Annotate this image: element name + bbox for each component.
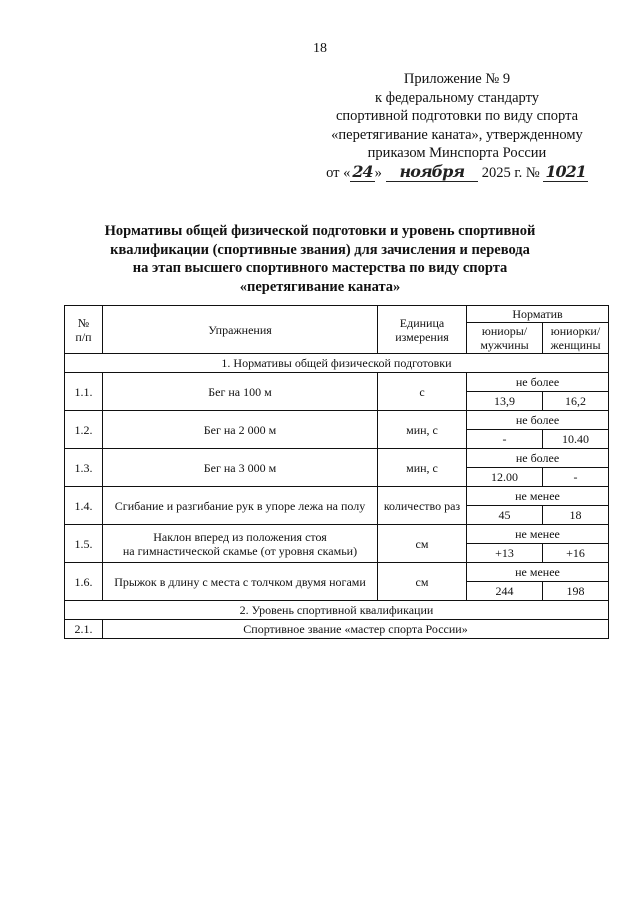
header-num-line: п/п <box>75 329 92 344</box>
value-women: +16 <box>543 544 609 563</box>
section-title: 1. Нормативы общей физической подготовки <box>65 354 609 373</box>
table-row <box>65 411 609 430</box>
row-num: 1.3. <box>65 449 103 487</box>
value-men: +13 <box>467 544 543 563</box>
row-condition: не менее <box>467 563 609 582</box>
row-unit: мин, с <box>378 411 467 449</box>
row-condition: не менее <box>467 487 609 506</box>
order-date-line <box>307 163 607 183</box>
appendix-line: спортивной подготовки по виду спорта <box>335 108 579 124</box>
header-norm: Норматив <box>467 306 609 323</box>
handwritten-month: ноября <box>386 162 479 182</box>
header-exercises: Упражнения <box>103 306 378 354</box>
table-row <box>65 449 609 468</box>
row-unit: количество раз <box>378 487 467 525</box>
appendix-line: «перетягивание каната», утвержденному <box>331 126 583 143</box>
appendix-line: к федеральному стандарту <box>375 89 539 106</box>
row-condition: не более <box>467 411 609 430</box>
table-row <box>65 373 609 392</box>
value-women: 10.40 <box>543 430 609 449</box>
value-women: 198 <box>543 582 609 601</box>
value-men: - <box>467 430 543 449</box>
row-unit: с <box>378 373 467 411</box>
date-mid: » <box>374 164 382 181</box>
header-men <box>467 323 543 354</box>
value-men: 12.00 <box>467 468 543 487</box>
page-number: 18 <box>313 41 327 56</box>
value-women: 16,2 <box>543 392 609 411</box>
date-year: 2025 г. № <box>481 164 540 181</box>
header-unit-line: Единица <box>399 315 445 330</box>
handwritten-order-number: 1021 <box>545 161 586 181</box>
date-prefix: от « <box>326 164 351 181</box>
row-condition: не более <box>467 449 609 468</box>
norms-table <box>64 305 609 639</box>
value-men: 45 <box>467 506 543 525</box>
row-exercise <box>103 487 378 525</box>
row-condition: не более <box>467 373 609 392</box>
row-num: 1.6. <box>65 563 103 601</box>
row-condition: не менее <box>467 525 609 544</box>
header-women-line: юниорки/ <box>550 324 601 338</box>
handwritten-day: 24 <box>352 161 373 181</box>
section-title: 2. Уровень спортивной квалификации <box>65 601 609 620</box>
table-row <box>65 620 609 639</box>
row-unit: мин, с <box>378 449 467 487</box>
section-row <box>65 601 609 620</box>
exercise-line: Наклон вперед из положения стоя <box>153 529 327 544</box>
row-exercise <box>103 525 378 563</box>
table-row <box>65 525 609 544</box>
document-title <box>50 222 590 296</box>
exercise-line: на гимнастической скамье (от уровня скамьи) <box>122 543 358 558</box>
title-line: «перетягивание каната» <box>239 278 401 295</box>
header-unit <box>378 306 467 354</box>
table-row <box>65 563 609 582</box>
row-exercise <box>103 563 378 601</box>
row-num: 1.5. <box>65 525 103 563</box>
row-num: 1.1. <box>65 373 103 411</box>
row-unit: см <box>378 563 467 601</box>
row-num: 1.2. <box>65 411 103 449</box>
exercise-line: Сгибание и разгибание рук в упоре лежа на полу <box>114 498 366 513</box>
header-women <box>543 323 609 354</box>
table-row <box>65 487 609 506</box>
exercise-line: Бег на 3 000 м <box>203 460 277 475</box>
appendix-header <box>307 70 607 182</box>
row-exercise <box>103 411 378 449</box>
table-header-row <box>65 306 609 323</box>
section-row <box>65 354 609 373</box>
header-unit-line: измерения <box>395 329 449 344</box>
row-text: Спортивное звание «мастер спорта России» <box>103 620 609 639</box>
title-line: квалификации (спортивные звания) для зачисления и перевода <box>110 241 530 258</box>
title-line: Нормативы общей физической подготовки и уровень спортивной <box>104 223 536 239</box>
row-exercise <box>103 373 378 411</box>
value-men: 244 <box>467 582 543 601</box>
header-men-line: мужчины <box>480 338 529 352</box>
exercise-line: Прыжок в длину с места с толчком двумя ногами <box>114 574 366 589</box>
exercise-line: Бег на 2 000 м <box>203 422 277 437</box>
header-women-line: женщины <box>550 338 601 352</box>
value-women: - <box>543 468 609 487</box>
appendix-line: приказом Минспорта России <box>367 145 547 161</box>
row-num: 2.1. <box>65 620 103 639</box>
header-num-line: № <box>77 315 90 330</box>
exercise-line: Бег на 100 м <box>208 384 272 399</box>
row-unit: см <box>378 525 467 563</box>
value-men: 13,9 <box>467 392 543 411</box>
header-men-line: юниоры/ <box>481 324 528 338</box>
title-line: на этап высшего спортивного мастерства по виду спорта <box>132 260 508 276</box>
row-num: 1.4. <box>65 487 103 525</box>
row-exercise <box>103 449 378 487</box>
rows-body <box>65 373 609 601</box>
appendix-line: Приложение № 9 <box>403 71 511 87</box>
value-women: 18 <box>543 506 609 525</box>
header-num <box>65 306 103 354</box>
